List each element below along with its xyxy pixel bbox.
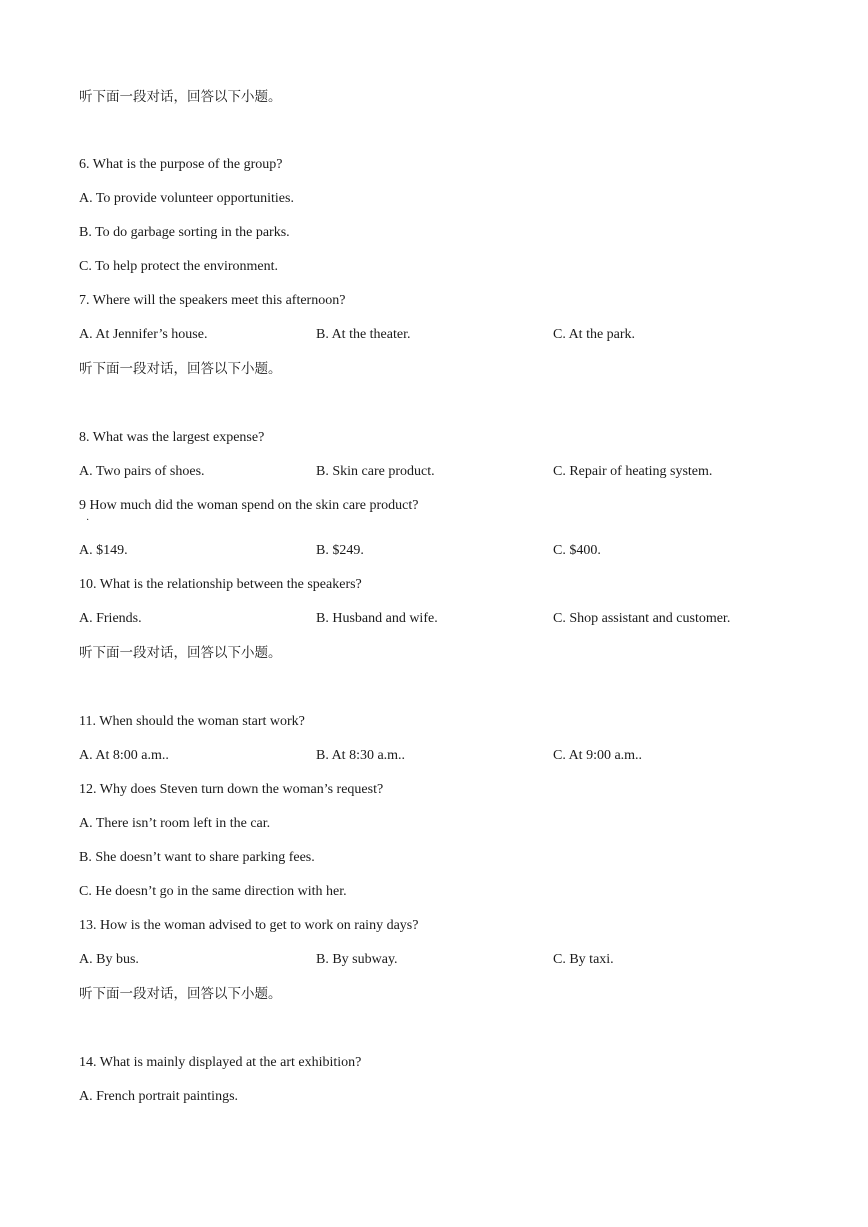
question-12-option-a: A. There isn’t room left in the car. [79, 816, 271, 831]
question-11-option-a: A. At 8:00 a.m.. [79, 748, 169, 763]
question-8-option-a: A. Two pairs of shoes. [79, 464, 205, 479]
question-8-option-b: B. Skin care product. [316, 464, 435, 479]
question-12-option-c: C. He doesn’t go in the same direction with her. [79, 884, 347, 899]
question-10-option-b: B. Husband and wife. [316, 611, 438, 626]
question-7-option-a: A. At Jennifer’s house. [79, 327, 208, 342]
question-7-option-c: C. At the park. [553, 327, 636, 342]
question-13-options [79, 951, 839, 969]
question-13: 13. How is the woman advised to get to work on rainy days? [79, 918, 419, 933]
question-11-options [79, 747, 839, 765]
question-7: 7. Where will the speakers meet this afternoon? [79, 293, 346, 308]
section-instruction: 听下面一段对话，回答以下小题。 [79, 361, 282, 377]
question-9-option-c: C. $400. [553, 543, 601, 558]
section-instruction: 听下面一段对话，回答以下小题。 [79, 89, 282, 105]
question-6-option-c: C. To help protect the environment. [79, 259, 278, 274]
question-10-option-c: C. Shop assistant and customer. [553, 611, 731, 626]
question-8: 8. What was the largest expense? [79, 430, 265, 445]
section-instruction: 听下面一段对话，回答以下小题。 [79, 986, 282, 1002]
question-9-option-b: B. $249. [316, 543, 364, 558]
question-14: 14. What is mainly displayed at the art exhibition? [79, 1055, 362, 1070]
question-9-dot: · [86, 515, 90, 526]
question-6-option-a: A. To provide volunteer opportunities. [79, 191, 294, 206]
question-9: 9 How much did the woman spend on the skin care product? [79, 498, 419, 513]
question-13-option-c: C. By taxi. [553, 952, 614, 967]
question-10-options [79, 610, 839, 628]
question-12: 12. Why does Steven turn down the woman’s request? [79, 782, 384, 797]
question-8-options [79, 463, 839, 481]
question-14-option-a: A. French portrait paintings. [79, 1089, 239, 1104]
question-7-options [79, 326, 839, 344]
question-7-option-b: B. At the theater. [316, 327, 411, 342]
question-11-option-b: B. At 8:30 a.m.. [316, 748, 406, 763]
section-instruction: 听下面一段对话，回答以下小题。 [79, 645, 282, 661]
question-11-option-c: C. At 9:00 a.m.. [553, 748, 643, 763]
question-6-option-b: B. To do garbage sorting in the parks. [79, 225, 290, 240]
question-8-option-c: C. Repair of heating system. [553, 464, 713, 479]
question-9-option-a: A. $149. [79, 543, 128, 558]
question-13-option-a: A. By bus. [79, 952, 139, 967]
question-12-option-b: B. She doesn’t want to share parking fees. [79, 850, 315, 865]
question-13-option-b: B. By subway. [316, 952, 398, 967]
question-11: 11. When should the woman start work? [79, 714, 305, 729]
question-9-options [79, 542, 839, 560]
question-10-option-a: A. Friends. [79, 611, 142, 626]
question-6: 6. What is the purpose of the group? [79, 157, 283, 172]
question-10: 10. What is the relationship between the speakers? [79, 577, 362, 592]
